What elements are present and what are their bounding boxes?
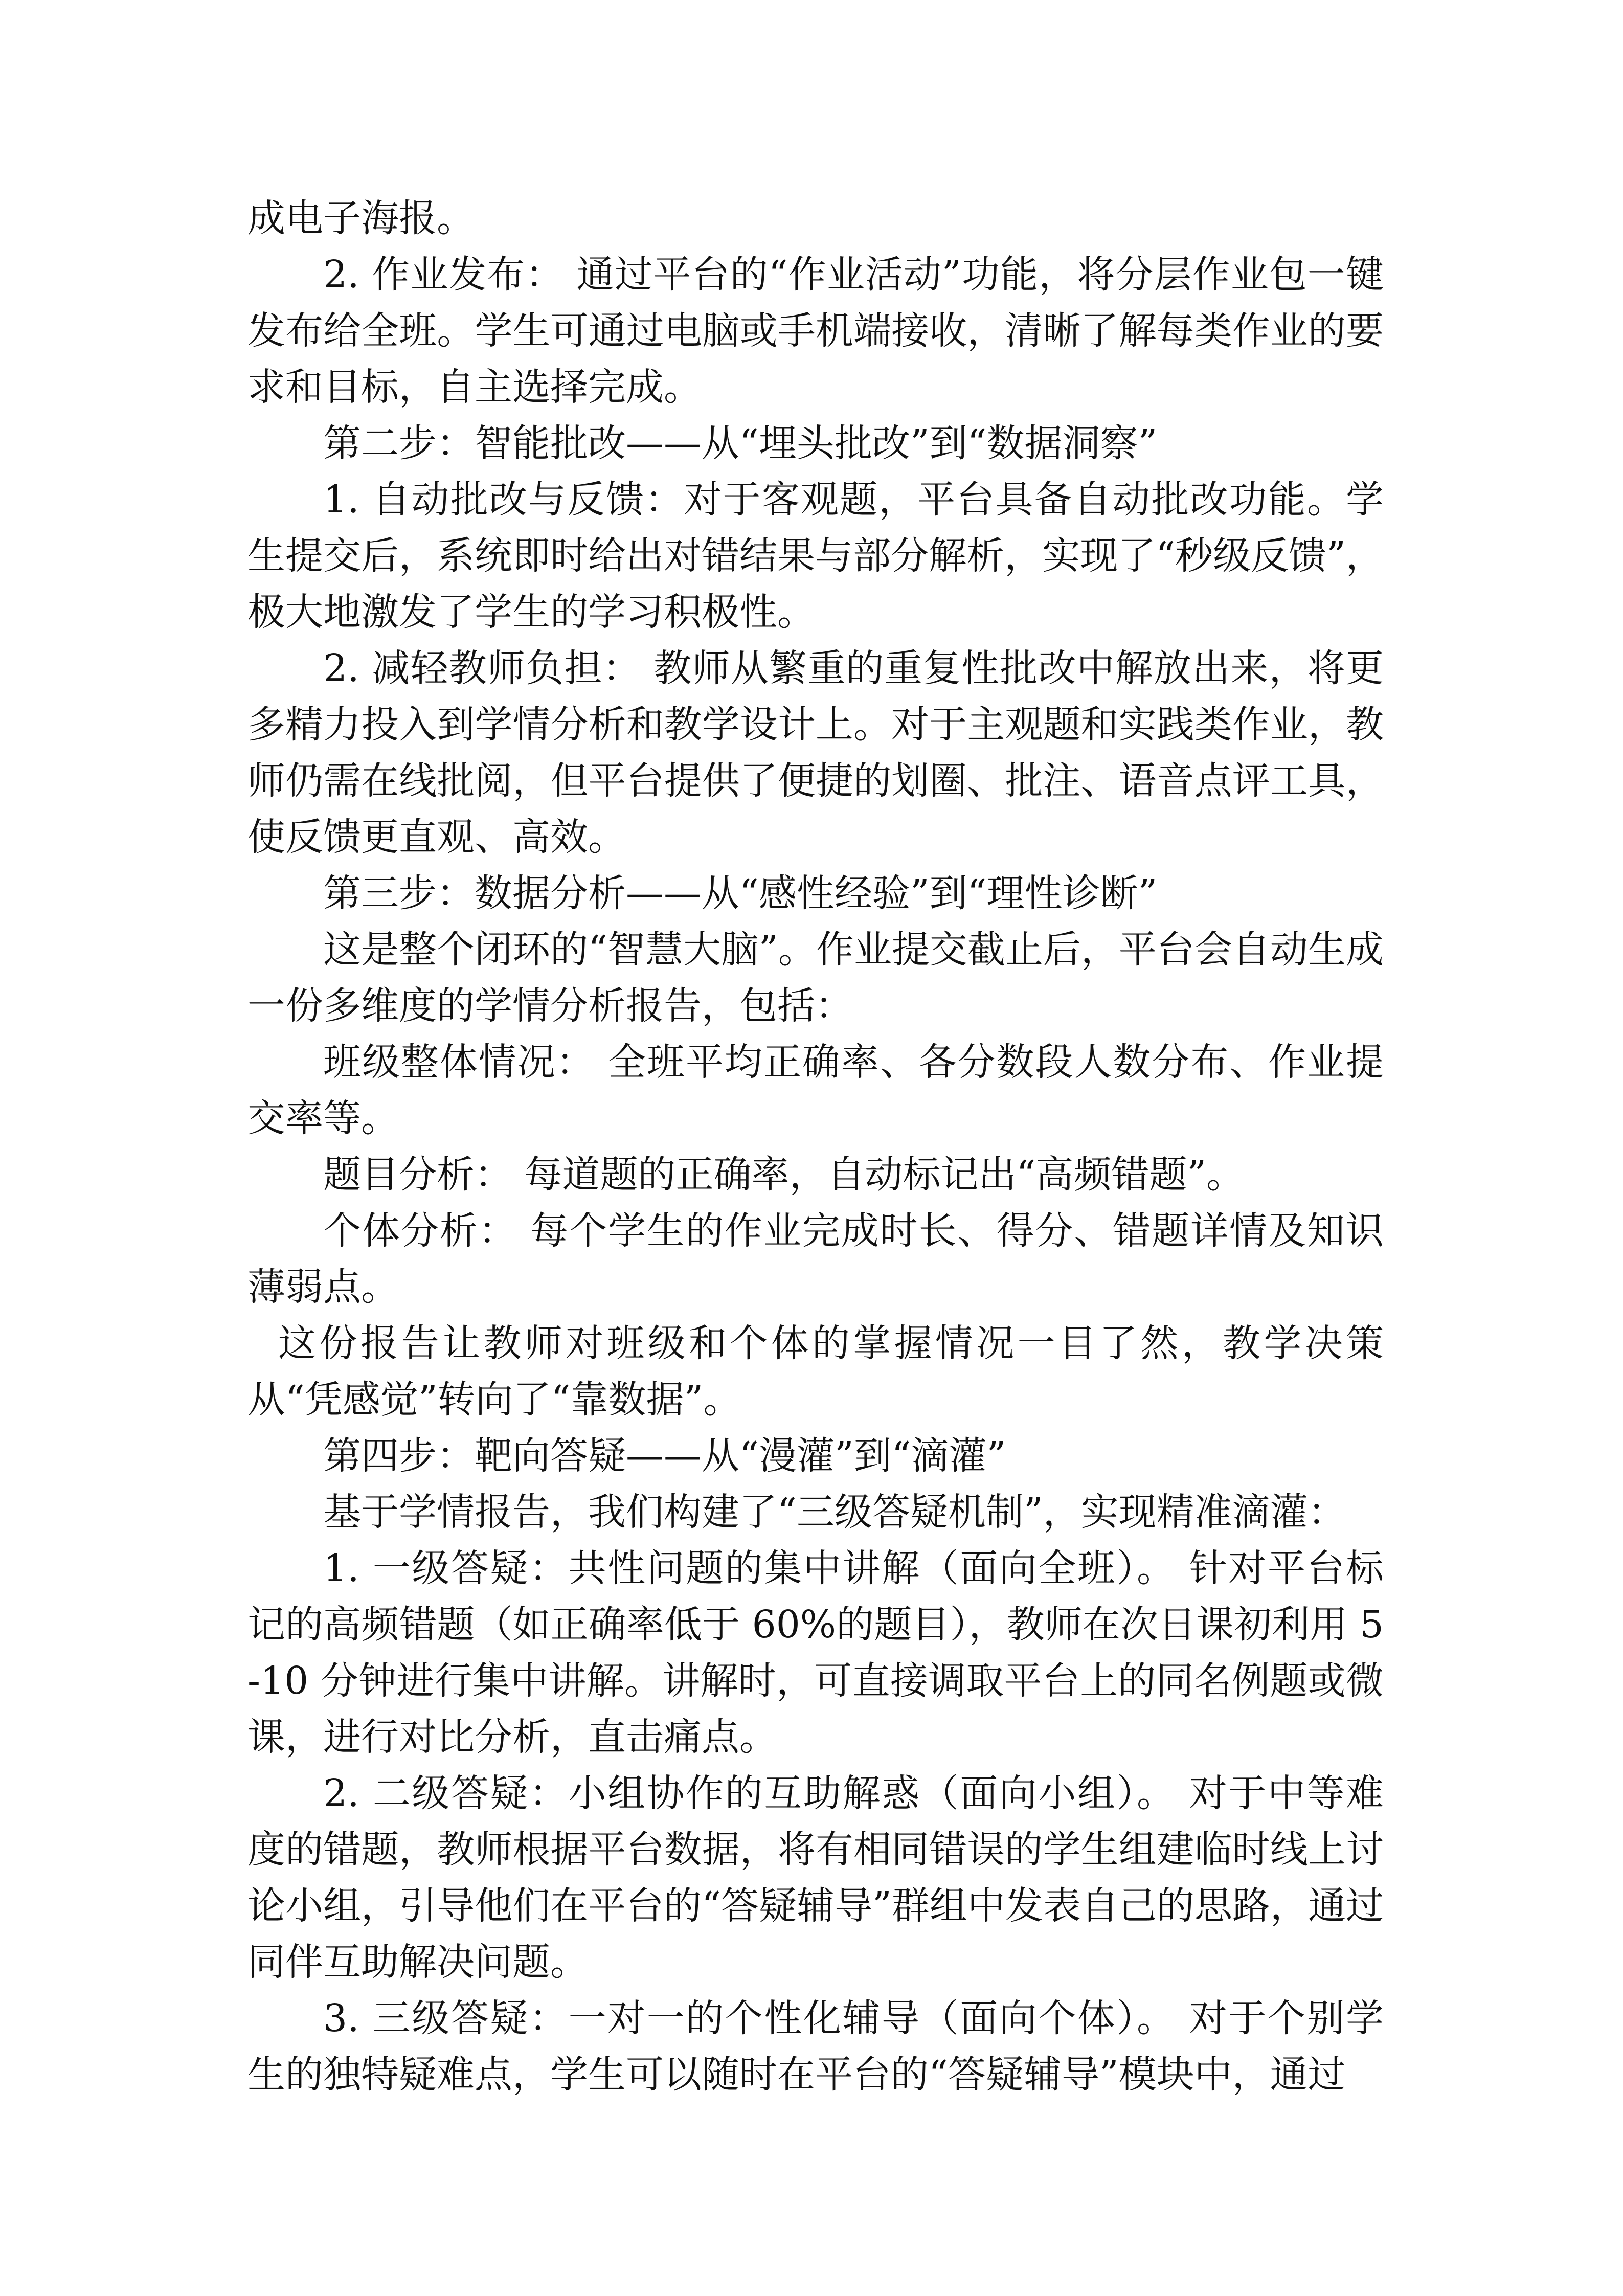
- paragraph-homework-publish: 2. 作业发布： 通过平台的“作业活动”功能，将分层作业包一键发布给全班。学生可通过电脑或手机端接收，清晰了解每类作业的要求和目标，自主选择完成。: [247, 253, 1384, 409]
- heading-step-two: 第二步：智能批改——从“埋头批改”到“数据洞察”: [323, 421, 1158, 465]
- heading-step-three: 第三步：数据分析——从“感性经验”到“理性诊断”: [323, 871, 1158, 915]
- paragraph-auto-grading: 1. 自动批改与反馈：对于客观题，平台具备自动批改功能。学生提交后，系统即时给出对错结果与部分解析，实现了“秒级反馈”，极大地激发了学生的学习积极性。: [247, 478, 1384, 634]
- paragraph-level-one: 1. 一级答疑：共性问题的集中讲解（面向全班）。 针对平台标记的高频错题（如正确率低于 60%的题目），教师在次日课初利用 5-10 分钟进行集中讲解。讲解时，可直接调取平台上的同名例题或微课，进行对比分析，直击痛点。: [247, 1546, 1384, 1759]
- paragraph-individual-analysis: 个体分析： 每个学生的作业完成时长、得分、错题详情及知识薄弱点。: [247, 1209, 1384, 1309]
- paragraph-class-overview: 班级整体情况： 全班平均正确率、各分数段人数分布、作业提交率等。: [247, 1040, 1384, 1140]
- paragraph-report-summary: 这份报告让教师对班级和个体的掌握情况一目了然，教学决策从“凭感觉”转向了“靠数据”。: [247, 1321, 1384, 1422]
- paragraph-teacher-burden: 2. 减轻教师负担： 教师从繁重的重复性批改中解放出来，将更多精力投入到学情分析和教学设计上。对于主观题和实践类作业，教师仍需在线批阅，但平台提供了便捷的划圈、批注、语音点评工具，使反馈更直观、高效。: [247, 646, 1384, 859]
- paragraph-smart-brain: 这是整个闭环的“智慧大脑”。作业提交截止后，平台会自动生成一份多维度的学情分析报告，包括：: [247, 928, 1384, 1028]
- heading-step-four: 第四步：靶向答疑——从“漫灌”到“滴灌”: [323, 1434, 1006, 1478]
- paragraph-continuation: 成电子海报。: [247, 196, 475, 240]
- paragraph-three-level-mechanism: 基于学情报告，我们构建了“三级答疑机制”，实现精准滴灌：: [323, 1490, 1346, 1534]
- paragraph-question-analysis: 题目分析： 每道题的正确率，自动标记出“高频错题”。: [323, 1153, 1245, 1197]
- paragraph-level-two: 2. 二级答疑：小组协作的互助解惑（面向小组）。 对于中等难度的错题，教师根据平台数据，将有相同错误的学生组建临时线上讨论小组，引导他们在平台的“答疑辅导”群组中发表自己的思路，通过同伴互助解决问题。: [247, 1771, 1384, 1984]
- paragraph-level-three: 3. 三级答疑：一对一的个性化辅导（面向个体）。 对于个别学生的独特疑难点，学生可以随时在平台的“答疑辅导”模块中，通过: [247, 1996, 1384, 2097]
- document-body: [247, 190, 1384, 2103]
